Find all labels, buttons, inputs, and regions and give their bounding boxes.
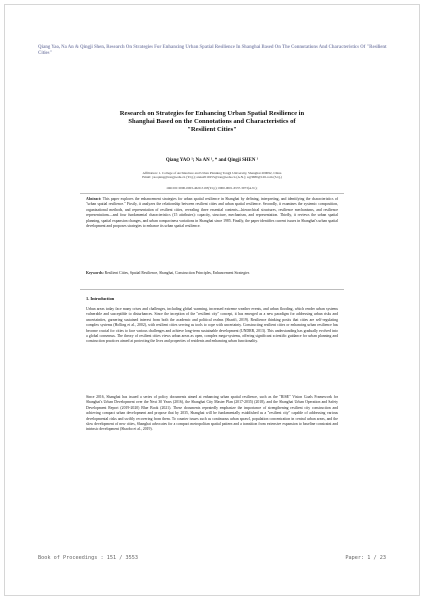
- affiliation-block: [50, 171, 374, 180]
- section-heading: 1. Introduction: [86, 296, 115, 301]
- abstract-label: Abstract:: [86, 197, 102, 201]
- title-line-2: Shanghai Based on the Connotations and Characteristics of: [128, 118, 296, 126]
- abstract-text: This paper explores the enhancement strategies for urban spatial resilience in Shanghai by defining, interpreting, and identifying the characteristics of "urban spatial resilience." Firstly, it analyzes the relationship between resilient cities and urban spatial resilience. Secondly, it examines the systemic composition, organizational methods, and representation of resilient cities, revealing three essential contents—hierarchical structures, resilience mechanisms, and resilience representations—and four fundamental characteristics (15 attributes): capacity, structure, mechanism, and representation. Thirdly, it reviews the urban spatial planning, spatial expansion changes, and urban compactness variations in Shanghai since 1985. Finally, the paper identifies current issues in Shanghai's urban spatial development and proposes strategies to enhance its urban spatial resilience.: [86, 197, 338, 229]
- title-line-3: "Resilient Cities": [187, 126, 237, 134]
- footer-page-number: Paper: 1 / 23: [345, 555, 386, 561]
- paper-title: [60, 110, 364, 135]
- title-line-1: Research on Strategies for Enhancing Urban Spatial Resilience in: [119, 110, 305, 117]
- paragraph-1: Urban areas today face many crises and challenges, including global warming, increased extreme weather events, and urban flooding, which render urban systems vulnerable and susceptible to disturbances. Since the inception of the "resilient city" concept, it has emerged as a new paradigm for addressing urban risks and uncertainties, garnering sustained interest from both the academic and political realms (Sharifi, 2019). Resilience thinking posits that cities are self-regulating complex systems (Holling et al., 2002), with resilient cities serving as tools to cope with uncertainty. Constructing resilient cities or enhancing urban resilience has become crucial for cities to face various challenges and achieve long-term sustainable development (UNDRR, 2013). This understanding has gradually evolved into a global consensus. The theory of resilient cities views urban areas as open, complex mega-systems, offering significant scientific guidance for urban planning and construction practices aimed at protecting the lives and properties of residents and enhancing urban functionality.: [86, 307, 338, 344]
- keywords-label: Keywords:: [86, 271, 104, 275]
- orcid-line: ORCID: 0000-0003-4620-5193(Y.Q.); 0000-0001-6537-3973(A.N.);: [166, 186, 258, 190]
- affiliation: Affiliation: 1. College of Architecture and Urban Planning Tongji University, Shanghai 200092, China: [142, 171, 282, 175]
- email-line: Email: yaoqiang@tongji.edu.cn (Y.Q.); anna2010255@tongji.edu.cn (A.N.); sqj3680@126.com (S.Q.): [142, 175, 282, 180]
- footer-proceedings: Book of Proceedings : 151 / 3553: [38, 555, 138, 561]
- keywords-text: Resilient Cities, Spatial Resilience, Shanghai, Construction Principles, Enhancement Strategies: [104, 271, 250, 275]
- keywords: [86, 271, 338, 276]
- paragraph-2: Since 2016, Shanghai has issued a series of policy documents aimed at enhancing urban spatial resilience, such as the "RISE" Vision Goals Framework for Shanghai's Urban Development over the Next 30 Years (2016), the Shanghai City Master Plan (2017-2035) (2018), and the Shanghai Urban Operation and Safety Development Report (2019-2020) Blue Book (2021). These documents repeatedly emphasize the importance of strengthening resilient city construction and achieving compact urban development and propose that by 2035, Shanghai will be fundamentally established as a "resilient city" capable of addressing various developmental risks and swiftly recovering from them. To counter issues such as continuous urban sprawl, population concentration in central urban areas, and the slow development of new cities, Shanghai advocates for a compact metropolitan spatial pattern and a transition from extensive expansion to baseline constraint and intrinsic development (Shaobo et al., 2019).: [86, 395, 338, 432]
- divider-bottom: [80, 289, 344, 290]
- author-list: Qiang YAO ¹; Na AN ¹, * and Qingji SHEN ¹: [165, 158, 259, 163]
- abstract: [86, 197, 338, 229]
- divider-top: [80, 193, 344, 194]
- page-border: [4, 4, 420, 596]
- running-head: Qiang Yao, Na An & Qingji Shen, Research On Strategies For Enhancing Urban Spatial Resilience In Shanghai Based On The Connotations And Characteristics Of "Resilient Cities": [38, 45, 387, 56]
